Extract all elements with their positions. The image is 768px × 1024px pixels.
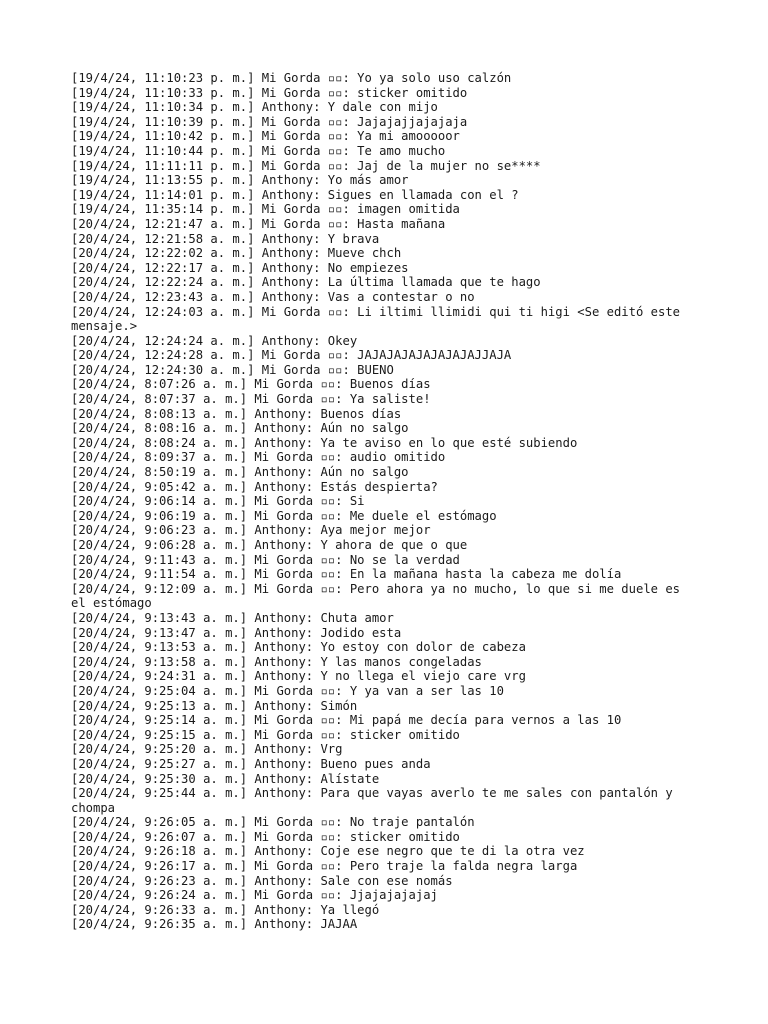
chat-line: [20/4/24, 9:12:09 a. m.] Mi Gorda ▫▫: Pero ahora ya no mucho, lo que si me duele es el estómago — [71, 581, 688, 611]
chat-line: [20/4/24, 8:50:19 a. m.] Anthony: Aún no salgo — [71, 465, 409, 480]
chat-line: [20/4/24, 9:26:24 a. m.] Mi Gorda ▫▫: Jjajajajajaj — [71, 888, 438, 903]
chat-line: [20/4/24, 8:08:16 a. m.] Anthony: Aún no salgo — [71, 421, 409, 436]
chat-line: [20/4/24, 8:08:24 a. m.] Anthony: Ya te aviso en lo que esté subiendo — [71, 435, 578, 450]
chat-line: [20/4/24, 9:24:31 a. m.] Anthony: Y no llega el viejo care vrg — [71, 669, 526, 684]
chat-transcript — [71, 71, 697, 932]
chat-line: [20/4/24, 12:21:47 a. m.] Mi Gorda ▫▫: Hasta mañana — [71, 216, 446, 231]
chat-line: [20/4/24, 9:13:58 a. m.] Anthony: Y las manos congeladas — [71, 654, 482, 669]
chat-line: [19/4/24, 11:13:55 p. m.] Anthony: Yo más amor — [71, 173, 409, 188]
chat-line: [19/4/24, 11:10:34 p. m.] Anthony: Y dale con mijo — [71, 100, 438, 115]
chat-line: [20/4/24, 9:13:43 a. m.] Anthony: Chuta amor — [71, 610, 394, 625]
chat-line: [20/4/24, 9:26:35 a. m.] Anthony: JAJAA — [71, 917, 358, 932]
chat-line: [20/4/24, 9:26:18 a. m.] Anthony: Coje ese negro que te di la otra vez — [71, 844, 585, 859]
chat-line: [20/4/24, 9:26:07 a. m.] Mi Gorda ▫▫: sticker omitido — [71, 829, 460, 844]
chat-line: [20/4/24, 9:25:13 a. m.] Anthony: Simón — [71, 698, 358, 713]
chat-line: [20/4/24, 9:25:44 a. m.] Anthony: Para que vayas averlo te me sales con pantalón y chompa — [71, 786, 681, 815]
chat-line: [20/4/24, 8:08:13 a. m.] Anthony: Buenos días — [71, 406, 402, 421]
chat-line: [19/4/24, 11:14:01 p. m.] Anthony: Sigues en llamada con el ? — [71, 187, 519, 202]
chat-line: [20/4/24, 9:06:19 a. m.] Mi Gorda ▫▫: Me duele el estómago — [71, 508, 497, 523]
chat-line: [20/4/24, 12:22:24 a. m.] Anthony: La última llamada que te hago — [71, 275, 541, 290]
chat-line: [20/4/24, 12:21:58 a. m.] Anthony: Y brava — [71, 231, 380, 246]
chat-line: [20/4/24, 12:24:28 a. m.] Mi Gorda ▫▫: JAJAJAJAJAJAJAJAJJAJA — [71, 348, 512, 363]
chat-line: [19/4/24, 11:10:33 p. m.] Mi Gorda ▫▫: sticker omitido — [71, 85, 468, 100]
chat-line: [20/4/24, 9:06:28 a. m.] Anthony: Y ahora de que o que — [71, 538, 468, 552]
chat-line: [20/4/24, 12:22:02 a. m.] Anthony: Mueve chch — [71, 246, 402, 261]
chat-line: [20/4/24, 9:26:17 a. m.] Mi Gorda ▫▫: Pero traje la falda negra larga — [71, 859, 578, 874]
chat-line: [19/4/24, 11:10:42 p. m.] Mi Gorda ▫▫: Ya mi amooooor — [71, 129, 460, 144]
chat-line: [20/4/24, 9:13:53 a. m.] Anthony: Yo estoy con dolor de cabeza — [71, 640, 526, 655]
chat-line: [20/4/24, 9:11:43 a. m.] Mi Gorda ▫▫: No se la verdad — [71, 552, 460, 567]
chat-line: [20/4/24, 12:24:24 a. m.] Anthony: Okey — [71, 333, 358, 348]
chat-line: [20/4/24, 9:25:27 a. m.] Anthony: Bueno pues anda — [71, 756, 431, 771]
chat-line: [20/4/24, 12:22:17 a. m.] Anthony: No empiezes — [71, 260, 409, 275]
chat-line: [20/4/24, 9:06:14 a. m.] Mi Gorda ▫▫: Si — [71, 494, 365, 509]
chat-line: [20/4/24, 9:11:54 a. m.] Mi Gorda ▫▫: En la mañana hasta la cabeza me dolía — [71, 567, 622, 582]
chat-line: [19/4/24, 11:10:44 p. m.] Mi Gorda ▫▫: Te amo mucho — [71, 143, 446, 158]
chat-line: [20/4/24, 8:07:26 a. m.] Mi Gorda ▫▫: Buenos días — [71, 377, 431, 392]
chat-line: [20/4/24, 9:25:30 a. m.] Anthony: Alístate — [71, 771, 380, 786]
chat-line: [20/4/24, 12:24:03 a. m.] Mi Gorda ▫▫: Li iltimi llimidi qui ti higi <Se editó este mensaje.> — [71, 304, 688, 334]
chat-line: [20/4/24, 9:26:05 a. m.] Mi Gorda ▫▫: No traje pantalón — [71, 815, 475, 830]
chat-line: [20/4/24, 9:26:33 a. m.] Anthony: Ya llegó — [71, 902, 380, 917]
chat-line: [20/4/24, 9:25:15 a. m.] Mi Gorda ▫▫: sticker omitido — [71, 727, 460, 742]
chat-line: [19/4/24, 11:11:11 p. m.] Mi Gorda ▫▫: Jaj de la mujer no se**** — [71, 158, 541, 173]
chat-line: [20/4/24, 9:06:23 a. m.] Anthony: Aya mejor mejor — [71, 523, 431, 538]
chat-line: [19/4/24, 11:10:23 p. m.] Mi Gorda ▫▫: Yo ya solo uso calzón — [71, 71, 512, 85]
chat-line: [20/4/24, 9:26:23 a. m.] Anthony: Sale con ese nomás — [71, 873, 453, 888]
chat-line: [20/4/24, 8:09:37 a. m.] Mi Gorda ▫▫: audio omitido — [71, 450, 446, 465]
chat-line: [20/4/24, 9:25:04 a. m.] Mi Gorda ▫▫: Y ya van a ser las 10 — [71, 683, 504, 698]
chat-line: [20/4/24, 9:05:42 a. m.] Anthony: Estás despierta? — [71, 479, 438, 494]
chat-line: [20/4/24, 12:24:30 a. m.] Mi Gorda ▫▫: BUENO — [71, 362, 394, 377]
chat-line: [20/4/24, 9:25:14 a. m.] Mi Gorda ▫▫: Mi papá me decía para vernos a las 10 — [71, 713, 622, 728]
chat-line: [19/4/24, 11:35:14 p. m.] Mi Gorda ▫▫: imagen omitida — [71, 202, 460, 217]
chat-line: [20/4/24, 8:07:37 a. m.] Mi Gorda ▫▫: Ya saliste! — [71, 392, 431, 407]
chat-line: [20/4/24, 12:23:43 a. m.] Anthony: Vas a contestar o no — [71, 289, 475, 304]
chat-line: [19/4/24, 11:10:39 p. m.] Mi Gorda ▫▫: Jajajajjajajaja — [71, 114, 468, 129]
chat-line: [20/4/24, 9:25:20 a. m.] Anthony: Vrg — [71, 742, 343, 757]
chat-line: [20/4/24, 9:13:47 a. m.] Anthony: Jodido esta — [71, 625, 402, 640]
